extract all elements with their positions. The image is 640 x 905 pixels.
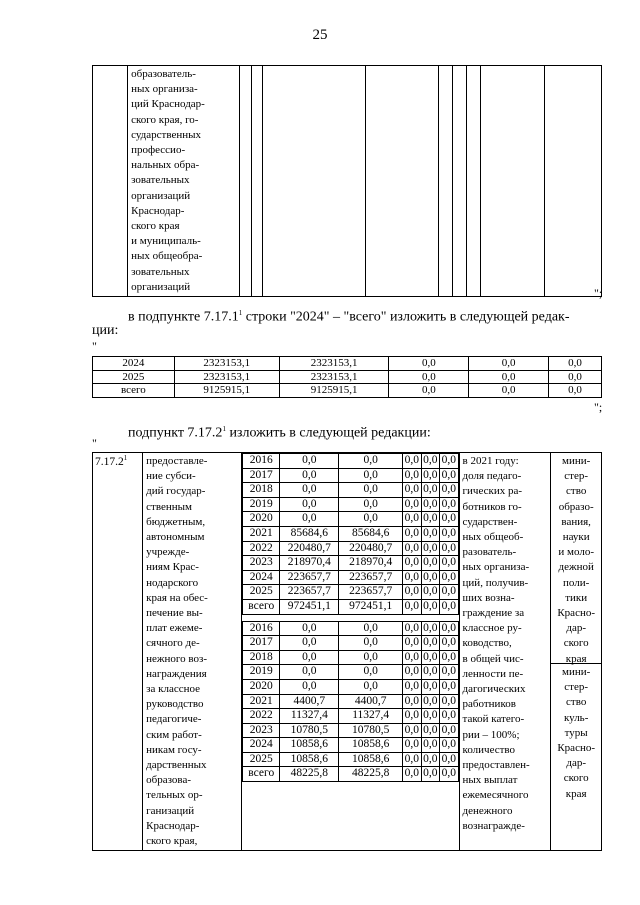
description-line: автономным [146, 531, 205, 544]
description-line: ние субси- [146, 470, 196, 483]
finance-row [243, 454, 458, 469]
table-row [93, 384, 602, 398]
executor-line: мини- [562, 666, 591, 678]
finance-row [243, 585, 458, 600]
table-cell: 0,0 [549, 357, 602, 371]
amount-cell: 0,0 [403, 665, 421, 680]
result-line: ботников го- [462, 500, 522, 513]
amount-cell: 0,0 [339, 454, 403, 469]
year-cell: 2022 [243, 709, 280, 724]
table-row [93, 357, 602, 371]
amount-cell: 10858,6 [280, 738, 339, 753]
closing-quote-2: "; [594, 400, 603, 414]
year-cell: 2024 [243, 738, 280, 753]
table-cell: 2025 [93, 370, 175, 384]
executor-line: ского [563, 772, 589, 785]
amount-cell: 10780,5 [339, 723, 403, 738]
table-cell: 0,0 [469, 370, 549, 384]
description-line: ганизаций [146, 804, 195, 817]
amount-cell: 0,0 [421, 679, 439, 694]
result-line: ных выплат [462, 774, 518, 787]
year-cell: 2025 [243, 752, 280, 767]
description-line: педагогиче- [146, 713, 202, 726]
amount-cell: 10780,5 [280, 723, 339, 738]
amount-cell: 0,0 [440, 621, 459, 636]
amount-cell: 0,0 [403, 738, 421, 753]
amount-cell: 0,0 [403, 709, 421, 724]
description-line: ных общеобра- [131, 250, 203, 263]
executor-line: ство [566, 696, 587, 709]
amount-cell: 85684,6 [339, 526, 403, 541]
amount-cell: 0,0 [440, 454, 459, 469]
table-cell: 2024 [93, 357, 175, 371]
amount-cell: 0,0 [421, 541, 439, 556]
finance-cell [242, 453, 459, 851]
executor-line: туры [564, 726, 588, 739]
paragraph-1-line-2: ции: [92, 323, 119, 338]
amount-cell: 0,0 [339, 483, 403, 498]
amount-cell: 0,0 [421, 483, 439, 498]
executor-line: ского [563, 637, 589, 650]
amount-cell: 0,0 [403, 650, 421, 665]
table-cell: 2323153,1 [174, 357, 279, 371]
amount-cell: 0,0 [403, 679, 421, 694]
amount-cell: 0,0 [280, 512, 339, 527]
amount-cell: 0,0 [440, 468, 459, 483]
finance-row [243, 636, 458, 651]
finance-row [243, 738, 458, 753]
executor-line: края [565, 652, 587, 665]
year-cell: 2023 [243, 723, 280, 738]
amount-cell: 0,0 [280, 497, 339, 512]
result-line: ций, получив- [462, 576, 529, 589]
amount-cell: 223657,7 [339, 585, 403, 600]
finance-row [243, 723, 458, 738]
description-line: никам госу- [146, 743, 202, 756]
amount-cell: 972451,1 [280, 599, 339, 614]
bottom-table [92, 452, 602, 851]
amount-cell: 0,0 [339, 679, 403, 694]
result-line: предоставлен- [462, 759, 530, 772]
finance-row [243, 526, 458, 541]
amount-cell: 0,0 [440, 512, 459, 527]
code-cell: 7.17.2$^1$ [93, 453, 143, 851]
amount-cell: 0,0 [403, 468, 421, 483]
executor-line: Красно- [557, 607, 595, 620]
amount-cell: 85684,6 [280, 526, 339, 541]
table-cell: 0,0 [389, 370, 469, 384]
result-line: рии – 100%; [462, 728, 520, 741]
description-line: организаций [131, 189, 191, 202]
amount-cell: 0,0 [403, 483, 421, 498]
amount-cell: 223657,7 [339, 570, 403, 585]
paragraph-2-line-1: подпункт 7.17.2$^1$ изложить в следующей редакции: [128, 425, 431, 441]
amount-cell: 0,0 [440, 723, 459, 738]
amount-cell: 10858,6 [280, 752, 339, 767]
finance-row [243, 570, 458, 585]
finance-row [243, 650, 458, 665]
description-line: предоставле- [146, 455, 208, 467]
amount-cell: 0,0 [421, 752, 439, 767]
mid-table [92, 356, 602, 398]
table-cell: 0,0 [549, 384, 602, 398]
year-cell: 2022 [243, 541, 280, 556]
description-line: организаций [131, 280, 191, 293]
paragraph-1-line-1: в подпункте 7.17.1$^1$ строки "2024" – "всего" изложить в следующей редак- [128, 309, 570, 325]
description-line: Краснодар- [146, 819, 200, 832]
amount-cell: 0,0 [403, 767, 421, 782]
year-cell: 2021 [243, 694, 280, 709]
amount-cell: 0,0 [421, 570, 439, 585]
amount-cell: 0,0 [440, 752, 459, 767]
amount-cell: 0,0 [280, 679, 339, 694]
amount-cell: 0,0 [403, 621, 421, 636]
result-line: сударствен- [462, 515, 518, 528]
amount-cell: 0,0 [440, 570, 459, 585]
amount-cell: 0,0 [403, 599, 421, 614]
year-cell: 2018 [243, 483, 280, 498]
result-line: вознагражде- [462, 819, 525, 832]
executor-line: тики [565, 591, 588, 604]
executor-line: куль- [563, 711, 589, 724]
table-cell: 9125915,1 [174, 384, 279, 398]
amount-cell: 0,0 [403, 541, 421, 556]
amount-cell: 11327,4 [339, 709, 403, 724]
year-cell: 2021 [243, 526, 280, 541]
amount-cell: 0,0 [280, 650, 339, 665]
finance-row [243, 556, 458, 571]
amount-cell: 0,0 [280, 454, 339, 469]
description-line: сударственных [131, 128, 202, 141]
description-line: за классное [146, 683, 201, 696]
amount-cell: 0,0 [403, 636, 421, 651]
executor-line: края [565, 787, 587, 800]
amount-cell: 0,0 [440, 636, 459, 651]
description-line: ниям Крас- [146, 561, 199, 574]
result-line: классное ру- [462, 622, 522, 635]
finance-row [243, 621, 458, 636]
amount-cell: 223657,7 [280, 585, 339, 600]
result-line: ежемесячного [462, 789, 529, 802]
year-cell: 2017 [243, 468, 280, 483]
description-line: руководство [146, 698, 204, 711]
year-cell: 2019 [243, 497, 280, 512]
amount-cell: 0,0 [440, 483, 459, 498]
amount-cell: 0,0 [440, 709, 459, 724]
description-line: нодарского [146, 576, 199, 589]
table-cell: 2323153,1 [279, 357, 389, 371]
table-cell: 0,0 [549, 370, 602, 384]
table-cell: 9125915,1 [279, 384, 389, 398]
amount-cell: 0,0 [403, 526, 421, 541]
description-line: сячного де- [146, 637, 200, 650]
open-quote-2: " [92, 436, 97, 450]
finance-row [243, 767, 458, 782]
executor-line: вания, [561, 515, 591, 528]
amount-cell: 0,0 [403, 556, 421, 571]
table-cell: 0,0 [469, 357, 549, 371]
amount-cell: 223657,7 [280, 570, 339, 585]
amount-cell: 0,0 [403, 497, 421, 512]
description-cell [143, 453, 242, 851]
result-line: ных общеоб- [462, 531, 524, 544]
amount-cell: 10858,6 [339, 752, 403, 767]
amount-cell: 0,0 [339, 512, 403, 527]
description-line: ского края [131, 220, 180, 233]
amount-cell: 0,0 [339, 468, 403, 483]
amount-cell: 4400,7 [280, 694, 339, 709]
year-cell: 2025 [243, 585, 280, 600]
amount-cell: 220480,7 [339, 541, 403, 556]
executor-line: науки [562, 531, 590, 544]
description-line: образова- [146, 774, 191, 787]
finance-row [243, 541, 458, 556]
table-cell: 0,0 [469, 384, 549, 398]
year-cell: всего [243, 767, 280, 782]
table-row [93, 370, 602, 384]
amount-cell: 0,0 [421, 709, 439, 724]
table-cell: всего [93, 384, 175, 398]
description-line: нежного воз- [146, 652, 208, 665]
top-table [92, 65, 602, 297]
executor-line: стер- [564, 470, 589, 483]
amount-cell: 0,0 [339, 621, 403, 636]
description-line: бюджетным, [146, 515, 206, 528]
result-line: ленности пе- [462, 667, 524, 680]
amount-cell: 0,0 [403, 454, 421, 469]
amount-cell: 0,0 [421, 556, 439, 571]
year-cell: всего [243, 599, 280, 614]
amount-cell: 0,0 [339, 636, 403, 651]
amount-cell: 0,0 [421, 636, 439, 651]
open-quote-1: " [92, 339, 97, 353]
amount-cell: 0,0 [403, 585, 421, 600]
amount-cell: 0,0 [440, 556, 459, 571]
description-line: учрежде- [146, 546, 190, 559]
description-line: дарственных [146, 759, 207, 772]
result-line: в общей чис- [462, 652, 524, 665]
amount-cell: 48225,8 [280, 767, 339, 782]
finance-row [243, 512, 458, 527]
finance-row [243, 665, 458, 680]
result-line: в 2021 году: [462, 455, 519, 467]
year-cell: 2023 [243, 556, 280, 571]
description-line: ским работ- [146, 728, 202, 741]
finance-row [243, 497, 458, 512]
amount-cell: 0,0 [339, 497, 403, 512]
executor-line: образо- [558, 500, 594, 513]
year-cell: 2020 [243, 512, 280, 527]
page-number: 25 [312, 27, 328, 43]
amount-cell: 0,0 [421, 468, 439, 483]
amount-cell: 0,0 [421, 497, 439, 512]
finance-row [243, 752, 458, 767]
amount-cell: 0,0 [440, 694, 459, 709]
result-line: количество [462, 743, 516, 756]
finance-row [243, 599, 458, 614]
description-line: зовательных [131, 174, 190, 187]
finance-row [243, 483, 458, 498]
amount-cell: 0,0 [421, 599, 439, 614]
result-line: разователь- [462, 546, 517, 559]
amount-cell: 0,0 [421, 738, 439, 753]
amount-cell: 0,0 [280, 483, 339, 498]
description-line: нальных обра- [131, 159, 200, 172]
description-line: и муниципаль- [131, 235, 201, 248]
amount-cell: 0,0 [421, 723, 439, 738]
top-table-description [128, 66, 240, 297]
executor-line: Красно- [557, 742, 595, 755]
description-line: ского края, [146, 835, 198, 848]
executor-line: ство [566, 485, 587, 498]
amount-cell: 10858,6 [339, 738, 403, 753]
closing-quote-1: "; [594, 286, 603, 300]
year-cell: 2020 [243, 679, 280, 694]
amount-cell: 0,0 [403, 512, 421, 527]
description-line: плат ежеме- [146, 622, 203, 635]
year-cell: 2018 [243, 650, 280, 665]
amount-cell: 0,0 [280, 468, 339, 483]
amount-cell: 972451,1 [339, 599, 403, 614]
table-cell: 2323153,1 [279, 370, 389, 384]
result-line: денежного [462, 804, 513, 817]
executor-line: мини- [562, 455, 591, 467]
result-line: ших возна- [462, 591, 515, 604]
amount-cell: 0,0 [421, 767, 439, 782]
table-cell: 2323153,1 [174, 370, 279, 384]
result-line: гических ра- [462, 485, 523, 498]
result-line: ководство, [462, 637, 512, 650]
table-cell: 0,0 [389, 384, 469, 398]
description-line: ственным [146, 500, 192, 513]
executor-line: поли- [563, 576, 590, 589]
amount-cell: 0,0 [339, 665, 403, 680]
result-line: граждение за [462, 607, 525, 620]
executor-cell [551, 453, 602, 851]
amount-cell: 4400,7 [339, 694, 403, 709]
result-line: ных организа- [462, 561, 530, 574]
amount-cell: 48225,8 [339, 767, 403, 782]
amount-cell: 0,0 [421, 585, 439, 600]
executor-line: дар- [566, 757, 586, 770]
table-cell: 0,0 [389, 357, 469, 371]
description-line: края на обес- [146, 591, 208, 604]
amount-cell: 220480,7 [280, 541, 339, 556]
amount-cell: 0,0 [440, 767, 459, 782]
result-line: дагогических [462, 683, 526, 696]
description-line: ных организа- [131, 83, 198, 96]
amount-cell: 0,0 [440, 665, 459, 680]
amount-cell: 11327,4 [280, 709, 339, 724]
amount-cell: 0,0 [280, 665, 339, 680]
amount-cell: 0,0 [421, 526, 439, 541]
amount-cell: 0,0 [421, 694, 439, 709]
result-line: доля педаго- [462, 470, 522, 483]
year-cell: 2017 [243, 636, 280, 651]
amount-cell: 218970,4 [280, 556, 339, 571]
description-line: дий государ- [146, 485, 206, 498]
amount-cell: 0,0 [440, 497, 459, 512]
amount-cell: 0,0 [440, 541, 459, 556]
amount-cell: 0,0 [421, 665, 439, 680]
description-line: зовательных [131, 265, 190, 278]
amount-cell: 0,0 [440, 738, 459, 753]
amount-cell: 0,0 [440, 679, 459, 694]
result-line: работников [462, 698, 516, 711]
description-line: профессио- [131, 144, 186, 157]
description-line: печение вы- [146, 607, 203, 620]
description-line: образователь- [131, 68, 196, 80]
year-cell: 2016 [243, 621, 280, 636]
amount-cell: 0,0 [339, 650, 403, 665]
executor-line: дежной [558, 561, 594, 574]
amount-cell: 0,0 [403, 570, 421, 585]
year-cell: 2016 [243, 454, 280, 469]
finance-row [243, 468, 458, 483]
result-line: такой катего- [462, 713, 525, 726]
finance-row [243, 709, 458, 724]
amount-cell: 218970,4 [339, 556, 403, 571]
description-line: награждения [146, 667, 207, 680]
amount-cell: 0,0 [421, 454, 439, 469]
amount-cell: 0,0 [421, 650, 439, 665]
executor-line: и моло- [558, 546, 594, 559]
amount-cell: 0,0 [421, 621, 439, 636]
executor-line: дар- [566, 622, 586, 635]
amount-cell: 0,0 [440, 650, 459, 665]
year-cell: 2024 [243, 570, 280, 585]
amount-cell: 0,0 [403, 694, 421, 709]
amount-cell: 0,0 [280, 621, 339, 636]
result-cell [459, 453, 551, 851]
description-line: Краснодар- [131, 204, 185, 217]
year-cell: 2019 [243, 665, 280, 680]
amount-cell: 0,0 [421, 512, 439, 527]
description-line: ций Краснодар- [131, 98, 205, 111]
finance-row [243, 694, 458, 709]
description-line: тельных ор- [146, 789, 203, 802]
amount-cell: 0,0 [440, 526, 459, 541]
description-line: ского края, го- [131, 113, 199, 126]
finance-row [243, 679, 458, 694]
amount-cell: 0,0 [280, 636, 339, 651]
executor-line: стер- [564, 681, 589, 694]
amount-cell: 0,0 [440, 585, 459, 600]
amount-cell: 0,0 [403, 723, 421, 738]
amount-cell: 0,0 [440, 599, 459, 614]
amount-cell: 0,0 [403, 752, 421, 767]
